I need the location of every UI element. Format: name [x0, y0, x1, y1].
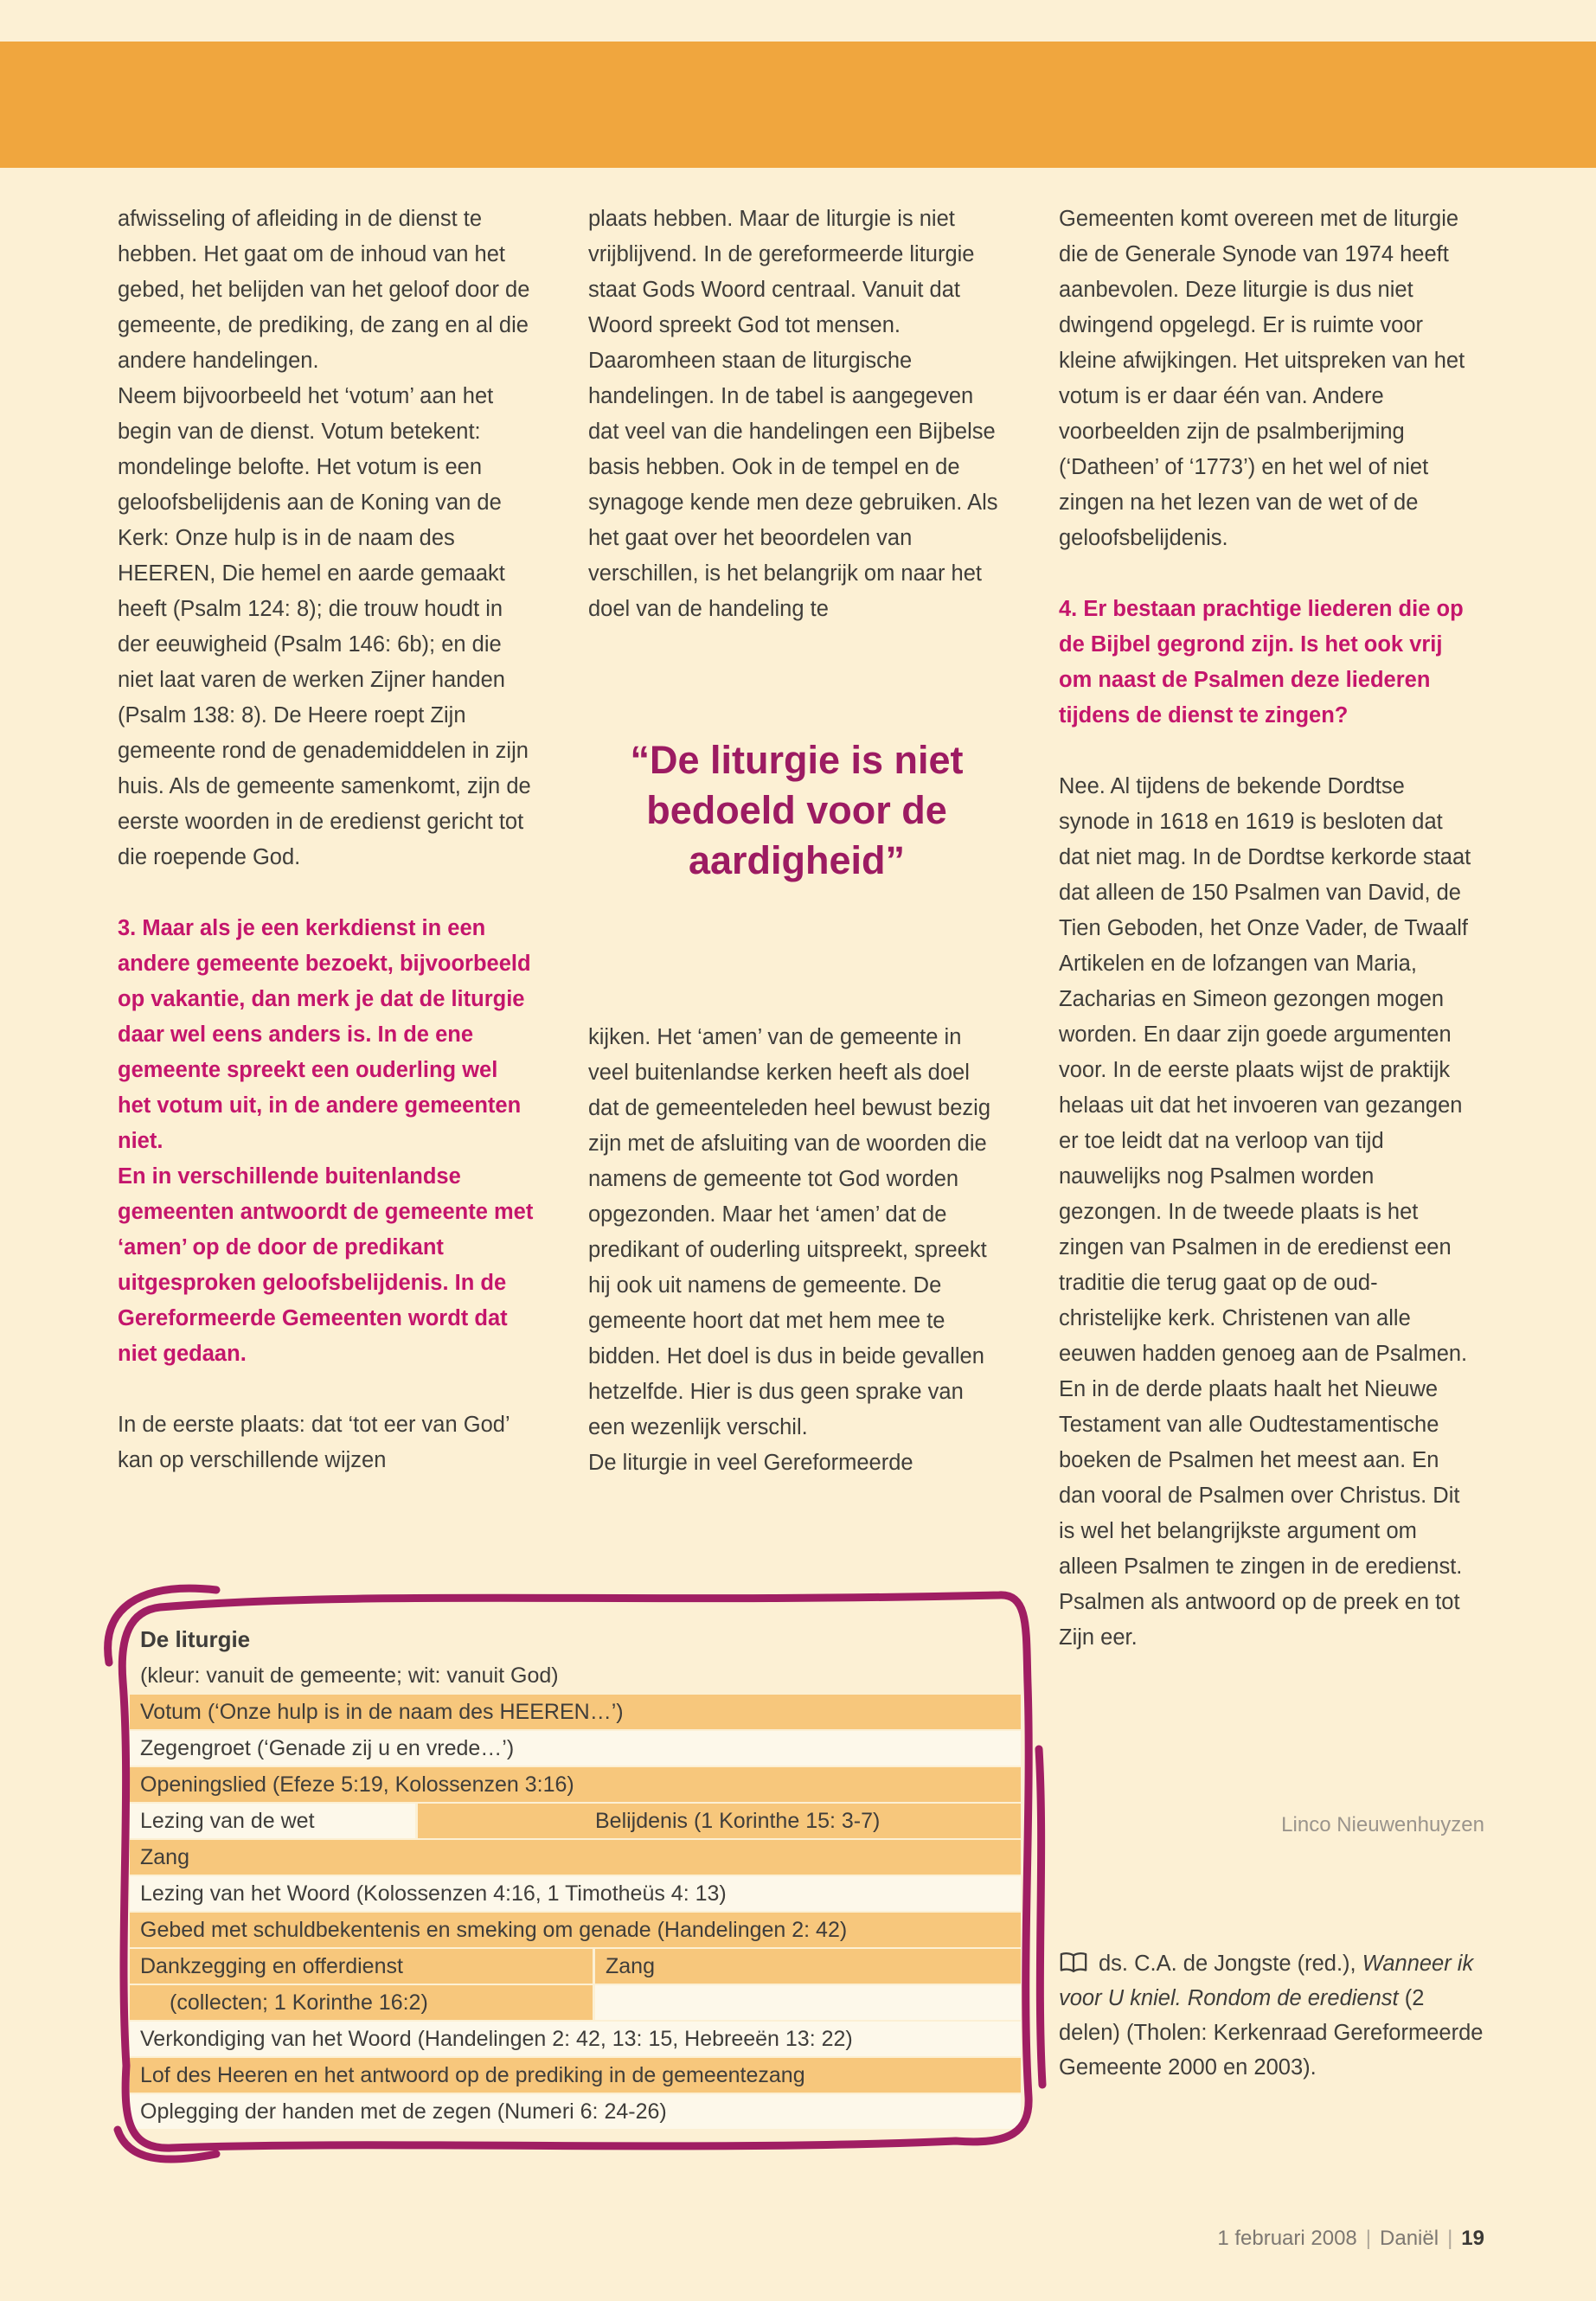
- open-book-icon: [1059, 1952, 1088, 1974]
- table-cell: Zang: [130, 1840, 1021, 1875]
- paragraph: Nee. Al tijdens de bekende Dordtse synode in 1618 en 1619 is besloten dat dat niet mag. In de Dordtse kerkorde staat dat alleen de 150 Psalmen van David, de Tien Geboden, het Onze Vader, de Twaalf Artikelen en de lofzangen van Maria, Zacharias en Simeon gezongen mogen worden. En daar zijn goede argumenten voor. In de eerste plaats wijst de praktijk helaas uit dat het invoeren van gezangen er toe leidt dat na verloop van tijd nauwelijks nog Psalmen worden gezongen. In de tweede plaats is het zingen van Psalmen in de eredienst een traditie die terug gaat op de oud-christelijke kerk. Christenen van alle eeuwen hadden genoeg aan de Psalmen. En in de derde plaats haalt het Nieuwe Testament van alle Oudtestamentische boeken de Psalmen het meest aan. En dan vooral de Psalmen over Christus. Dit is wel het belangrijkste argument om alleen Psalmen te zingen in de eredienst. Psalmen als antwoord op de preek en tot Zijn eer.: [1059, 774, 1471, 1650]
- paragraph: Gemeenten komt overeen met de liturgie die de Generale Synode van 1974 heeft aanbevolen. Deze liturgie is dus niet dwingend opgelegd. Er is ruimte voor kleine afwijkingen. Het uitspreken van het votum is er daar één van. Andere voorbeelden zijn de psalmberijming (‘Datheen’ of ‘1773’) en het wel of niet zingen na het lezen van de wet of de geloofsbelijdenis.: [1059, 207, 1465, 550]
- paragraph: afwisseling of afleiding in de dienst te hebben. Het gaat om de inhoud van het gebed, het belijden van het geloof door de gemeente, de prediking, de zang en al die andere handelingen.: [118, 207, 530, 373]
- book-reference-author: ds. C.A. de Jongste (red.),: [1099, 1952, 1362, 1976]
- page-footer: [972, 2227, 1484, 2251]
- table-cell: Lof des Heeren en het antwoord op de prediking in de gemeentezang: [130, 2058, 1021, 2093]
- table-row: [130, 1840, 1021, 1875]
- table-row: [130, 2094, 1021, 2129]
- table-row: [130, 1804, 1021, 1838]
- table-row: [130, 1949, 1021, 1984]
- table-row: [130, 1876, 1021, 1911]
- paragraph: Neem bijvoorbeeld het ‘votum’ aan het begin van de dienst. Votum betekent: mondelinge belofte. Het votum is een geloofsbelijdenis aan de Koning van de Kerk: Onze hulp is in de naam des HEEREN, Die hemel en aarde gemaakt heeft (Psalm 124: 8); die trouw houdt in der eeuwigheid (Psalm 146: 6b); en die niet laat varen de werken Zijner handen (Psalm 138: 8). De Heere roept Zijn gemeente rond de genademiddelen in zijn huis. Als de gemeente samenkomt, zijn de eerste woorden in de eredienst gericht tot die roepende God.: [118, 384, 531, 869]
- table-row: [130, 1695, 1021, 1729]
- table-cell: [595, 1985, 1021, 2020]
- table-cell: Zang: [595, 1949, 1021, 1984]
- column-middle: [588, 202, 1005, 1481]
- paragraph: In de eerste plaats: dat ‘tot eer van God’ kan op verschillende wijzen: [118, 1413, 510, 1472]
- table-cell: Dankzegging en offerdienst: [130, 1949, 593, 1984]
- liturgy-table: [130, 1622, 1021, 2131]
- book-reference-title: Wanneer ik voor U kniel. Rondom de eredienst: [1059, 1952, 1474, 2010]
- book-reference-details: (2 delen) (Tholen: Kerkenraad Gereformeerde Gemeente 2000 en 2003).: [1059, 1986, 1484, 2080]
- table-row: [130, 2058, 1021, 2093]
- paragraph: De liturgie in veel Gereformeerde: [588, 1451, 913, 1475]
- author-credit: Linco Nieuwenhuyzen: [1281, 1813, 1484, 1836]
- book-reference: [1059, 1946, 1490, 2085]
- footer-magazine-name: Daniël: [1380, 2227, 1439, 2250]
- question-heading-4: 4. Er bestaan prachtige liederen die op de Bijbel gegrond zijn. Is het ook vrij om naast de Psalmen deze liederen tijdens de dienst te zingen?: [1059, 597, 1464, 727]
- table-cell: Lezing van de wet: [130, 1804, 415, 1838]
- table-cell: Belijdenis (1 Korinthe 15: 3-7): [418, 1804, 1021, 1838]
- footer-separator: |: [1365, 2227, 1372, 2250]
- table-cell: Gebed met schuldbekentenis en smeking om genade (Handelingen 2: 42): [130, 1913, 1021, 1947]
- table-cell: Oplegging der handen met de zegen (Numeri 6: 24-26): [130, 2094, 1021, 2129]
- header-band: [0, 42, 1596, 168]
- paragraph: kijken. Het ‘amen’ van de gemeente in veel buitenlandse kerken heeft als doel dat de gemeenteleden heel bewust bezig zijn met de afsluiting van de woorden die namens de gemeente tot God worden opgezonden. Maar het ‘amen’ dat de predikant of ouderling uitspreekt, spreekt hij ook uit namens de gemeente. De gemeente hoort dat met hem mee te bidden. Het doel is dus in beide gevallen hetzelfde. Hier is dus geen sprake van een wezenlijk verschil.: [588, 1025, 991, 1439]
- table-legend: (kleur: vanuit de gemeente; wit: vanuit God): [140, 1663, 559, 1688]
- footer-separator: |: [1447, 2227, 1453, 2250]
- footer-date: 1 februari 2008: [1217, 2227, 1357, 2250]
- table-title: De liturgie: [140, 1626, 251, 1652]
- paragraph: plaats hebben. Maar de liturgie is niet vrijblijvend. In de gereformeerde liturgie staat Gods Woord centraal. Vanuit dat Woord spreekt God tot mensen. Daaromheen staan de liturgische handelingen. In de tabel is aangegeven dat veel van die handelingen een Bijbelse basis hebben. Ook in de tempel en de synagoge kende men deze gebruiken. Als het gaat over het beoordelen van verschillen, is het belangrijk om naar het doel van de handeling te: [588, 207, 998, 621]
- table-row: [130, 1658, 1021, 1693]
- question-heading-3: 3. Maar als je een kerkdienst in een andere gemeente bezoekt, bijvoorbeeld op vakantie, dan merk je dat de liturgie daar wel eens anders is. In de ene gemeente spreekt een ouderling wel het votum uit, in de andere gemeenten niet.: [118, 916, 531, 1153]
- table-cell: Votum (‘Onze hulp is in de naam des HEEREN…’): [130, 1695, 1021, 1729]
- pull-quote: “De liturgie is niet bedoeld voor de aardigheid”: [630, 738, 964, 882]
- table-cell: Zegengroet (‘Genade zij u en vrede…’): [130, 1731, 1021, 1766]
- column-left: [118, 202, 535, 1478]
- footer-page-number: 19: [1461, 2227, 1484, 2250]
- table-row: [130, 1622, 1021, 1657]
- table-row: [130, 1731, 1021, 1766]
- table-cell: Lezing van het Woord (Kolossenzen 4:16, 1 Timotheüs 4: 13): [130, 1876, 1021, 1911]
- column-right: [1059, 202, 1476, 1656]
- table-cell: Verkondiging van het Woord (Handelingen 2: 42, 13: 15, Hebreeën 13: 22): [130, 2022, 1021, 2056]
- question-heading-3-continued: En in verschillende buitenlandse gemeenten antwoordt de gemeente met ‘amen’ op de door de predikant uitgesproken geloofsbelijdenis. In de Gereformeerde Gemeenten wordt dat niet gedaan.: [118, 1164, 534, 1366]
- table-row: [130, 1767, 1021, 1802]
- table-cell: (collecten; 1 Korinthe 16:2): [130, 1985, 593, 2020]
- table-cell: Openingslied (Efeze 5:19, Kolossenzen 3:16): [130, 1767, 1021, 1802]
- table-row: [130, 2022, 1021, 2056]
- table-row: [130, 1985, 1021, 2020]
- table-row: [130, 1913, 1021, 1947]
